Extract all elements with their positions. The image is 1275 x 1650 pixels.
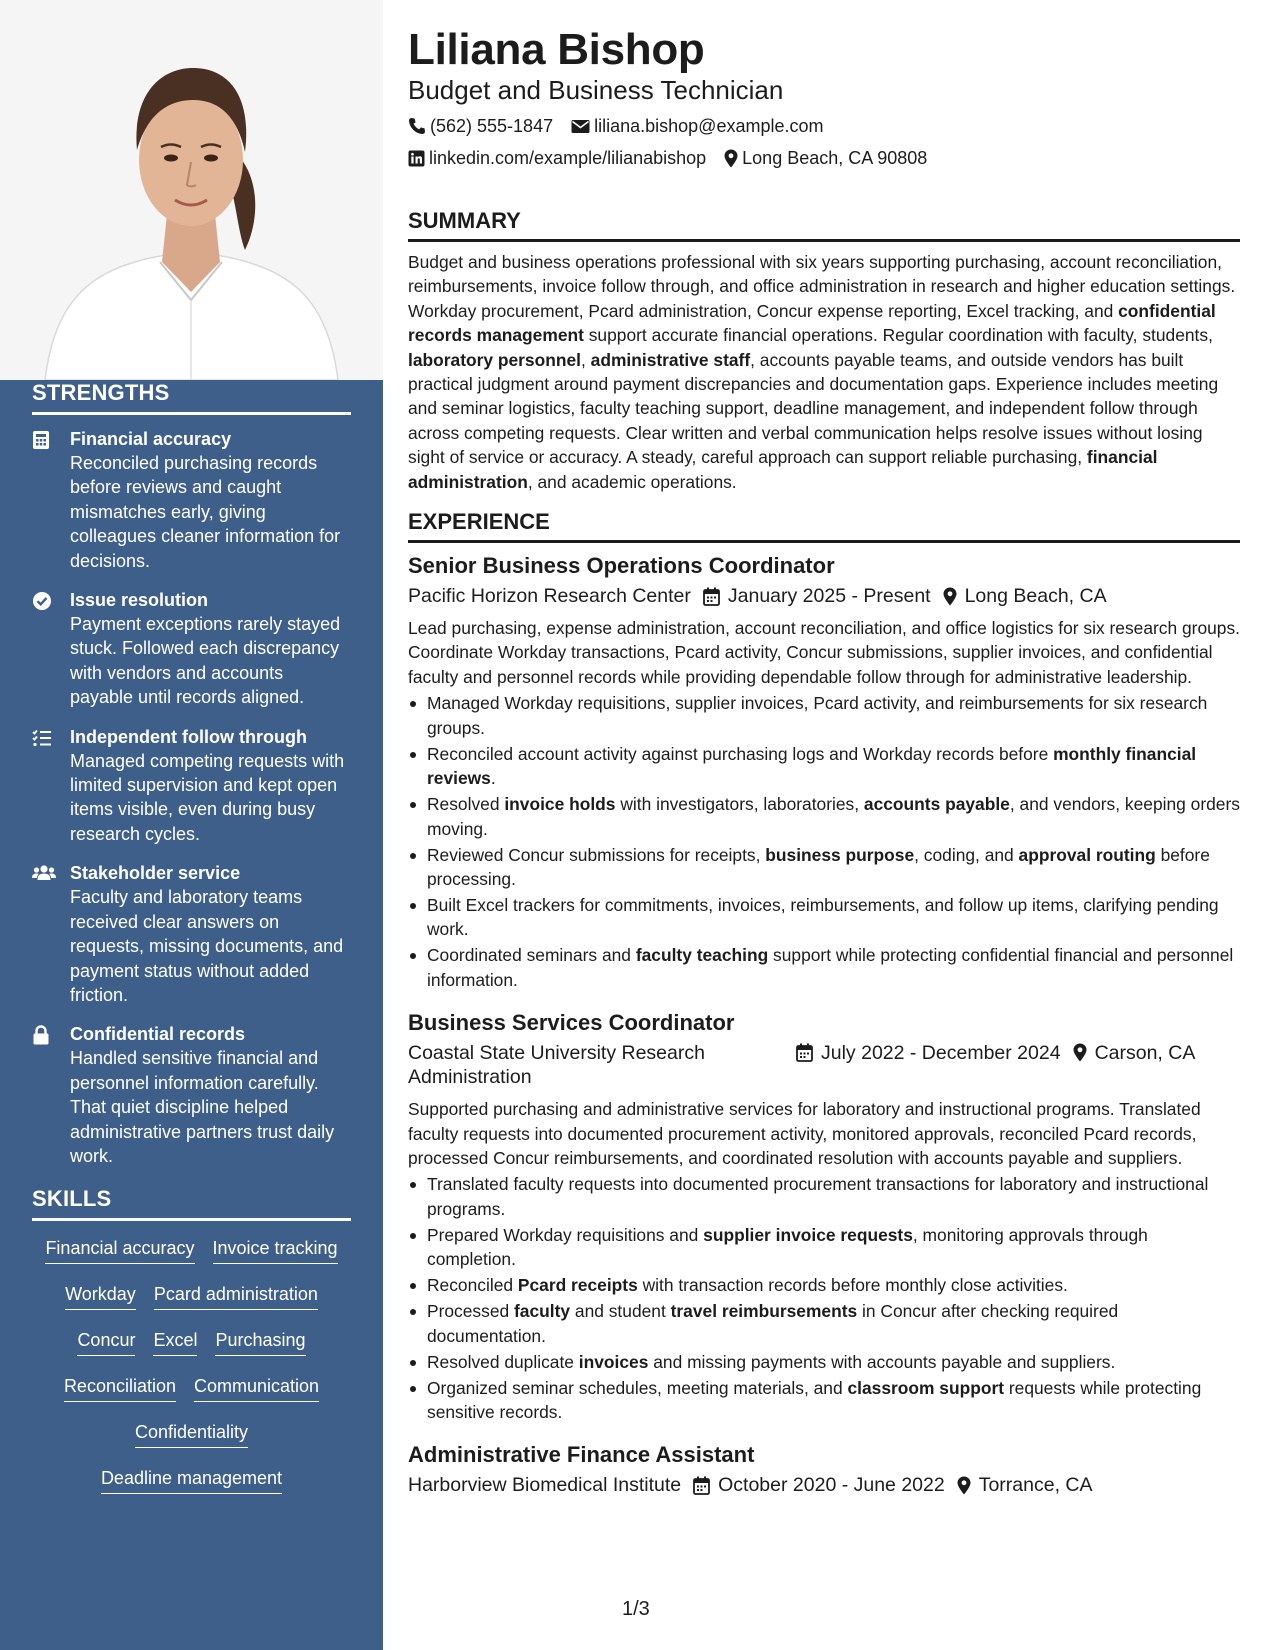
bullet-item xyxy=(408,893,1240,942)
job-role: Business Services Coordinator xyxy=(408,1010,735,1036)
strength-text: Handled sensitive financial and personnel information carefully. That quiet discipline helped administrative partners trust daily work. xyxy=(70,1048,335,1166)
map-pin-icon xyxy=(1073,1043,1087,1062)
phone-icon xyxy=(408,117,426,135)
strength-text: Reconciled purchasing records before reviews and caught mismatches early, giving colleagues cleaner information for decisions. xyxy=(70,453,341,571)
job-dates-text: October 2020 - June 2022 xyxy=(718,1474,945,1497)
text-run: Built Excel trackers for commitments, invoices, reimbursements, and follow up items, clarifying pending work. xyxy=(427,894,1219,940)
map-pin-icon xyxy=(943,587,957,606)
bullet-item xyxy=(408,1350,1240,1374)
summary-heading: SUMMARY xyxy=(408,207,1240,242)
skill-tag: Reconciliation xyxy=(64,1374,176,1402)
contact-row xyxy=(408,146,1240,170)
linkedin-contact[interactable] xyxy=(408,146,706,170)
job-location xyxy=(943,584,1107,608)
strengths-heading: STRENGTHS xyxy=(32,380,351,415)
text-run: Prepared Workday requisitions and xyxy=(427,1224,704,1245)
skill-tag: Pcard administration xyxy=(154,1282,318,1310)
skill-tag: Confidentiality xyxy=(135,1420,248,1448)
bold-text: business purpose xyxy=(765,844,915,865)
profile-photo xyxy=(0,0,383,380)
bold-text: accounts payable xyxy=(863,794,1010,815)
skills-heading: SKILLS xyxy=(32,1186,351,1221)
people-icon xyxy=(32,861,70,1007)
strength-title: Confidential records xyxy=(70,1024,246,1045)
skill-tag: Concur xyxy=(77,1328,135,1356)
summary-text xyxy=(408,250,1240,494)
job-location xyxy=(1073,1041,1196,1089)
job-company: Pacific Horizon Research Center xyxy=(408,585,691,608)
strength-item xyxy=(32,427,351,573)
bullet-item xyxy=(408,1299,1240,1348)
job-location-text: Carson, CA xyxy=(1094,1042,1196,1065)
job-entry xyxy=(408,1440,1240,1497)
bullet-item xyxy=(408,1223,1240,1272)
calendar-icon xyxy=(703,587,720,606)
location-contact xyxy=(724,146,927,170)
text-run: with investigators, laboratories, xyxy=(615,794,864,815)
email-contact[interactable] xyxy=(571,114,823,138)
bold-text: laboratory personnel xyxy=(408,349,581,370)
strength-text: Managed competing requests with limited supervision and kept open items visible, even during busy research cycles. xyxy=(70,750,345,844)
skill-tag: Communication xyxy=(194,1374,319,1402)
bullet-item xyxy=(408,943,1240,992)
main-content xyxy=(408,24,1240,1497)
skill-tag: Deadline management xyxy=(101,1466,282,1494)
sidebar xyxy=(0,0,383,1650)
text-run: Reconciled account activity against purchasing logs and Workday records before xyxy=(427,743,1054,764)
bold-text: classroom support xyxy=(847,1377,1005,1398)
text-run: Resolved duplicate xyxy=(427,1351,579,1372)
text-run: and missing payments with accounts payable and suppliers. xyxy=(648,1351,1116,1372)
text-run: and student xyxy=(570,1301,671,1322)
lock-icon xyxy=(32,1022,70,1168)
text-run: Coordinated seminars and xyxy=(427,945,636,966)
strength-item xyxy=(32,725,351,847)
text-run: Organized seminar schedules, meeting materials, and xyxy=(427,1377,848,1398)
job-meta xyxy=(408,1473,1240,1497)
bullet-item xyxy=(408,1172,1240,1221)
text-run: requests while protecting sensitive records. xyxy=(427,1377,1202,1422)
skill-tag: Excel xyxy=(153,1328,197,1356)
text-run: Resolved xyxy=(427,794,505,815)
strengths-list xyxy=(32,427,351,1168)
phone-contact[interactable] xyxy=(408,114,553,138)
job-dates-text: January 2025 - Present xyxy=(727,585,931,608)
job-description: Lead purchasing, expense administration, account reconciliation, and office logistics for six research groups. Coordinate Workday transactions, Pcard activity, Concur submissions, supplier invoices, and confidential faculty and personnel records while providing dependable follow through for administrative leadership. xyxy=(408,618,1240,687)
map-pin-icon xyxy=(724,149,738,168)
bold-text: faculty teaching xyxy=(635,945,769,966)
text-run: , monitoring approvals through completion. xyxy=(427,1224,1148,1270)
bold-text: travel reimbursements xyxy=(670,1301,858,1322)
bullet-item xyxy=(408,691,1240,740)
job-dates xyxy=(796,1041,1061,1089)
job-role: Senior Business Operations Coordinator xyxy=(408,553,835,579)
job-location-text: Long Beach, CA xyxy=(964,585,1107,608)
bullet-item xyxy=(408,1273,1240,1297)
checklist-icon xyxy=(32,725,70,847)
text-run: Budget and business operations professional with six years supporting purchasing, account reconciliation, reimbursements, invoice follow through, and office administration in research and higher education settings. Workday procurement, Pcard administration, Concur expense reporting, Excel tracking, and xyxy=(408,252,1236,321)
bullet-item xyxy=(408,792,1240,841)
map-pin-icon xyxy=(957,1476,971,1495)
bullet-item xyxy=(408,843,1240,892)
job-dates xyxy=(703,584,931,608)
job-entry xyxy=(408,551,1240,992)
bullet-item xyxy=(408,1376,1240,1425)
strength-text: Faculty and laboratory teams received clear answers on requests, missing documents, and payment status without added friction. xyxy=(70,887,344,1005)
skill-tag: Financial accuracy xyxy=(45,1236,194,1264)
text-run: , and vendors, keeping orders moving. xyxy=(427,794,1240,839)
strength-title: Stakeholder service xyxy=(70,863,241,884)
text-run: , xyxy=(580,349,591,370)
strength-item xyxy=(32,588,351,710)
bold-text: approval routing xyxy=(1018,844,1156,865)
bold-text: faculty xyxy=(514,1301,571,1322)
text-run: Managed Workday requisitions, supplier invoices, Pcard activity, and reimbursements for six research groups. xyxy=(427,693,1208,738)
bold-text: confidential records management xyxy=(408,300,1216,346)
bold-text: supplier invoice requests xyxy=(703,1224,913,1245)
text-run: in Concur after checking required documentation. xyxy=(427,1301,1119,1346)
job-entry xyxy=(408,1008,1240,1424)
skills-list xyxy=(32,1231,351,1507)
text-run: , accounts payable teams, and outside vendors has built practical judgment around payment discrepancies and documentation gaps. Experience includes meeting and seminar logistics, faculty teaching support, deadline management, and independent follow through across competing requests. Clear written and verbal communication helps resolve issues without losing sight of service or accuracy. A steady, careful approach can support reliable purchasing, xyxy=(408,349,1219,468)
bold-text: monthly financial reviews xyxy=(427,743,1197,789)
job-meta xyxy=(408,1041,1240,1089)
portrait-image xyxy=(0,0,383,380)
job-bullets xyxy=(408,1172,1240,1424)
bullet-item xyxy=(408,742,1240,791)
email-address: liliana.bishop@example.com xyxy=(594,116,824,136)
text-run: Processed xyxy=(427,1301,514,1322)
text-run: with transaction records before monthly close activities. xyxy=(637,1275,1068,1296)
text-run: support while protecting confidential financial and personnel information. xyxy=(427,945,1234,990)
strength-text: Payment exceptions rarely stayed stuck. Followed each discrepancy with vendors and accounts payable until records aligned. xyxy=(70,614,341,708)
linkedin-icon xyxy=(408,150,425,167)
strength-title: Issue resolution xyxy=(70,590,209,611)
calendar-icon xyxy=(796,1043,813,1062)
calculator-icon xyxy=(32,427,70,573)
bold-text: invoices xyxy=(578,1351,649,1372)
job-meta xyxy=(408,584,1240,608)
text-run: , and academic operations. xyxy=(527,471,737,492)
job-dates xyxy=(693,1473,945,1497)
location-text: Long Beach, CA 90808 xyxy=(742,148,928,168)
text-run: Translated faculty requests into documented procurement transactions for laboratory and instructional programs. xyxy=(427,1174,1209,1219)
strength-title: Financial accuracy xyxy=(70,429,232,449)
job-location xyxy=(957,1473,1093,1497)
job-dates-text: July 2022 - December 2024 xyxy=(821,1042,1061,1065)
candidate-name: Liliana Bishop xyxy=(408,25,705,74)
job-role: Administrative Finance Assistant xyxy=(408,1442,755,1468)
strength-title: Independent follow through xyxy=(70,726,307,747)
job-company: Coastal State University Research Administration xyxy=(408,1042,705,1089)
phone-number: (562) 555-1847 xyxy=(430,116,554,136)
job-company: Harborview Biomedical Institute xyxy=(408,1474,682,1497)
text-run: , coding, and xyxy=(914,844,1019,865)
linkedin-url: linkedin.com/example/lilianabishop xyxy=(429,148,707,168)
bold-text: invoice holds xyxy=(504,794,616,815)
skill-tag: Purchasing xyxy=(215,1328,305,1356)
strength-item xyxy=(32,861,351,1007)
contact-row xyxy=(408,114,1240,138)
text-run: . xyxy=(490,768,496,789)
page-number: 1/3 xyxy=(622,1598,650,1620)
job-description: Supported purchasing and administrative services for laboratory and instructional programs. Translated faculty requests into documented procurement activity, monitored approvals, reconciled Pcard records, processed Concur reimbursements, and coordinated resolution with accounts payable and suppliers. xyxy=(408,1099,1201,1168)
bold-text: Pcard receipts xyxy=(517,1275,638,1296)
text-run: Reviewed Concur submissions for receipts, xyxy=(427,844,766,865)
skill-tag: Invoice tracking xyxy=(213,1236,338,1264)
text-run: Reconciled xyxy=(427,1275,518,1296)
text-run: before processing. xyxy=(427,844,1210,889)
job-location-text: Torrance, CA xyxy=(978,1474,1093,1497)
envelope-icon xyxy=(571,119,590,134)
skill-tag: Workday xyxy=(65,1282,136,1310)
text-run: support accurate financial operations. Regular coordination with faculty, students, xyxy=(583,325,1213,346)
experience-heading: EXPERIENCE xyxy=(408,508,1240,543)
check-circle-icon xyxy=(32,588,70,710)
candidate-title: Budget and Business Technician xyxy=(408,75,784,105)
sidebar-content xyxy=(32,380,351,1507)
bold-text: financial administration xyxy=(408,447,1158,492)
strength-item xyxy=(32,1022,351,1168)
bold-text: administrative staff xyxy=(590,349,751,370)
job-bullets xyxy=(408,691,1240,992)
calendar-icon xyxy=(693,1476,710,1495)
